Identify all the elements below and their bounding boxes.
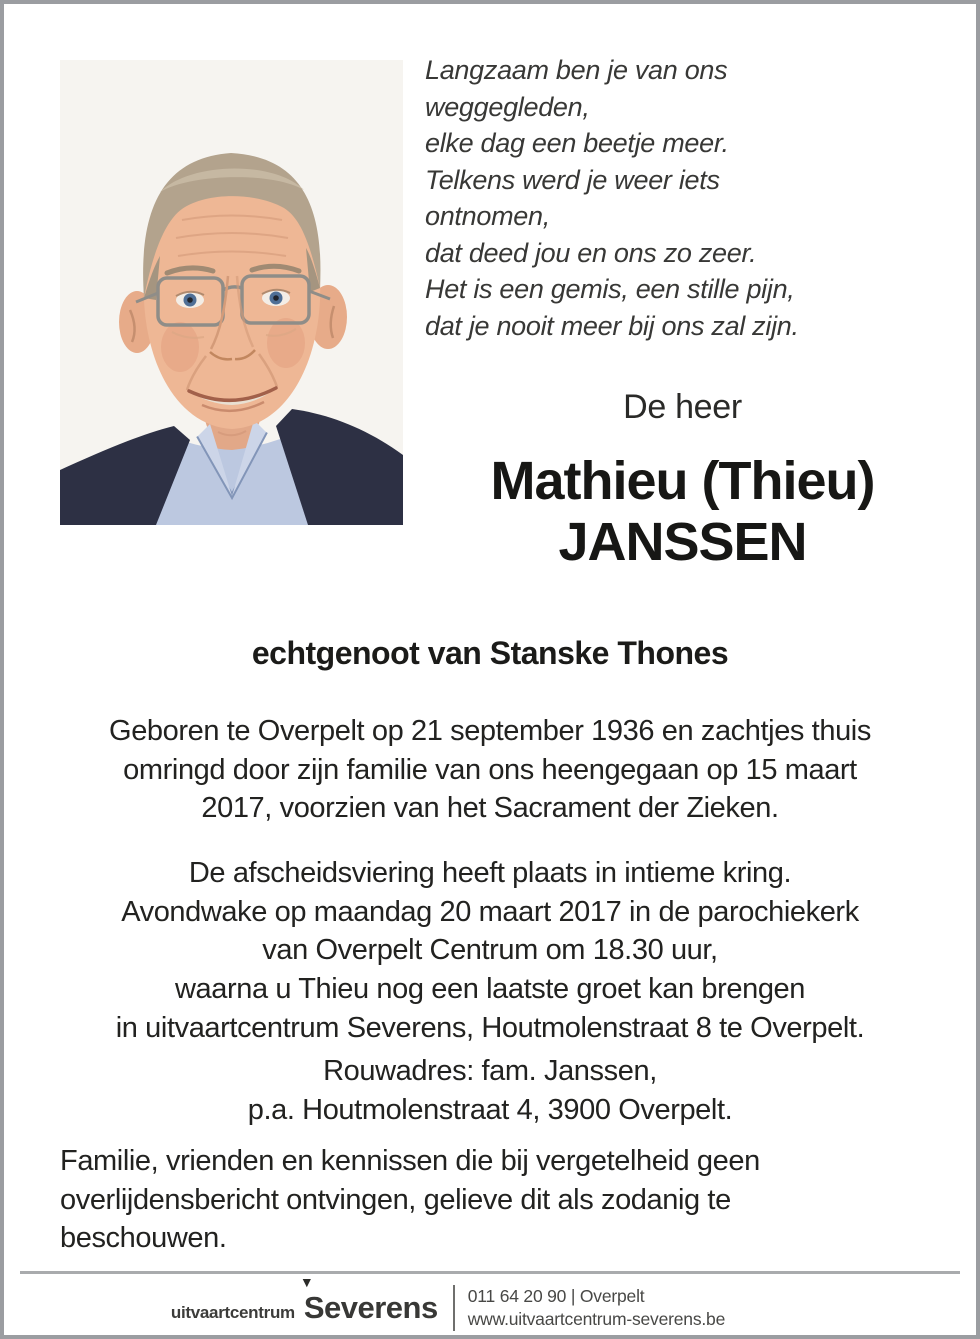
memorial-poem [425, 52, 925, 344]
apology-paragraph [60, 1142, 940, 1258]
footer-vertical-divider [453, 1285, 455, 1331]
footer [4, 1274, 976, 1331]
funeral-home-logo [170, 1274, 438, 1326]
footer-divider-rule [20, 1271, 960, 1274]
deceased-last-name: JANSSEN [558, 512, 807, 572]
brand-name-label [299, 1274, 438, 1326]
paragraph-line: in uitvaartcentrum Severens, Houtmolenstraat 8 te Overpelt. [115, 1011, 865, 1044]
poem-line: elke dag een beetje meer. [425, 128, 729, 158]
deceased-name [425, 451, 940, 573]
paragraph-line: p.a. Houtmolenstraat 4, 3900 Overpelt. [247, 1093, 733, 1126]
portrait-photo [60, 60, 403, 525]
brand-prefix-label: uitvaartcentrum [170, 1303, 295, 1322]
paragraph-line: van Overpelt Centrum om 18.30 uur, [262, 934, 718, 967]
deceased-block [425, 388, 940, 573]
poem-line: dat deed jou en ons zo zeer. [425, 237, 757, 268]
paragraph-line: overlijdensbericht ontvingen, gelieve dit als zodanig te [60, 1183, 731, 1216]
paragraph-line: beschouwen. [60, 1222, 227, 1255]
poem-line: Het is een gemis, een stille pijn, [425, 274, 795, 304]
website-text: www.uitvaartcentrum-severens.be [467, 1309, 726, 1329]
poem-line: ontnomen, [425, 201, 550, 231]
service-paragraph [4, 854, 976, 1048]
paragraph-line: Rouwadres: fam. Janssen, [323, 1055, 657, 1087]
paragraph-line: Familie, vrienden en kennissen die bij vergetelheid geen [60, 1145, 760, 1177]
mourning-address-paragraph [4, 1052, 976, 1129]
paragraph-line: waarna u Thieu nog een laatste groet kan brengen [174, 973, 805, 1006]
paragraph-line: 2017, voorzien van het Sacrament der Zieken. [201, 792, 779, 825]
poem-line: Langzaam ben je van ons [425, 55, 728, 85]
poem-line: dat je nooit meer bij ons zal zijn. [425, 310, 799, 341]
poem-line: Telkens werd je weer iets [425, 164, 720, 195]
funeral-home-block [170, 1274, 726, 1331]
spouse-relation: echtgenoot van Stanske Thones [251, 635, 729, 671]
deceased-first-names: Mathieu (Thieu) [490, 451, 875, 511]
salutation: De heer [623, 388, 742, 426]
birth-death-paragraph [4, 712, 976, 828]
phone-location-text: 011 64 20 90 | Overpelt [467, 1286, 645, 1306]
poem-line: weggegleden, [425, 91, 590, 122]
paragraph-line: Avondwake op maandag 20 maart 2017 in de parochiekerk [121, 895, 859, 928]
paragraph-line: Geboren te Overpelt op 21 september 1936 en zachtjes thuis [109, 715, 871, 747]
contact-info [468, 1285, 725, 1331]
paragraph-line: omringd door zijn familie van ons heengegaan op 15 maart [123, 753, 857, 786]
triangle-marker-icon: ▼ [299, 1274, 314, 1290]
brand-name-text: Severens [303, 1290, 438, 1325]
paragraph-line: De afscheidsviering heeft plaats in intieme kring. [188, 857, 792, 889]
